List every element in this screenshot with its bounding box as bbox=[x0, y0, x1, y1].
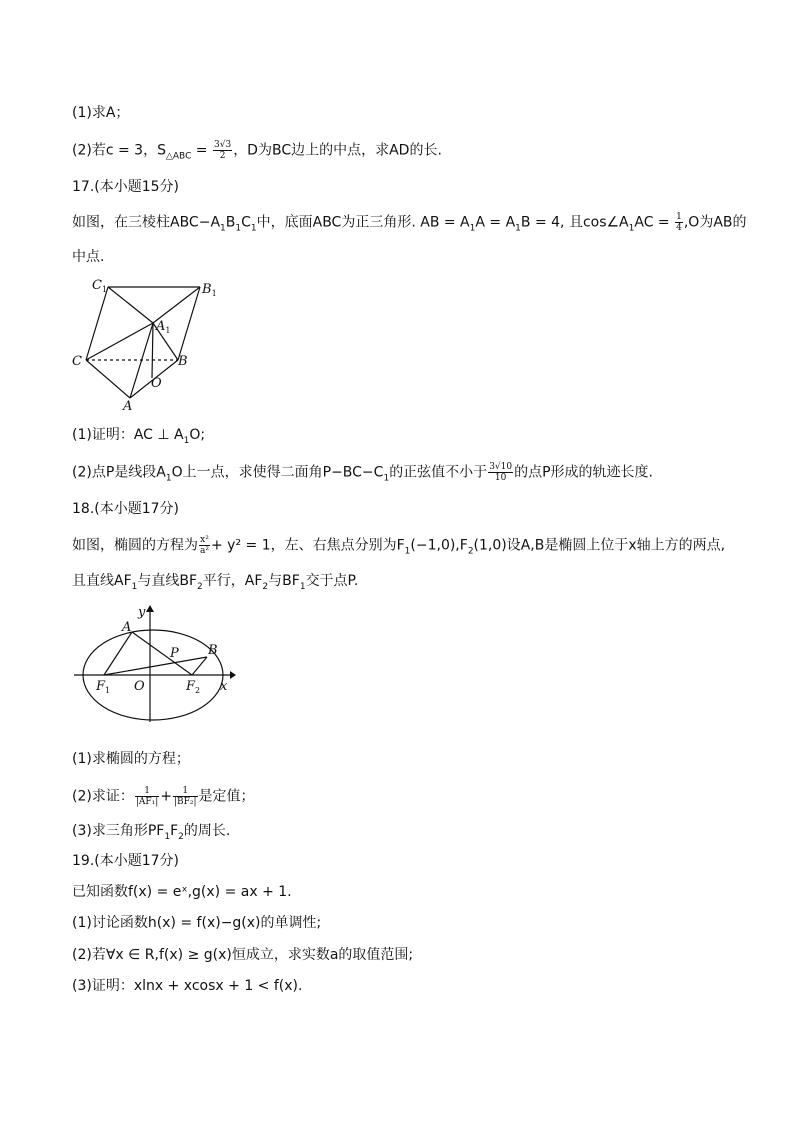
q16-part2: (2)若c = 3，$S_{\triangle ABC}$ = $\frac{3√3}{2}$ ，D为BC边上的中点，求AD的长. bbox=[72, 140, 442, 162]
label-b: B bbox=[178, 354, 188, 369]
label-o: O bbox=[134, 679, 145, 694]
q18-stem-line2: 且直线$AF_1$与直线$BF_2$平行，$AF_2$与$BF_1$交于点P. bbox=[72, 573, 359, 592]
q18-fraction-af1: $\frac{1}{\text{|AF₁|}}$ bbox=[135, 786, 159, 807]
x-axis-arrow bbox=[230, 671, 236, 679]
edge-ca bbox=[86, 360, 130, 398]
q17-heading: 17.(本小题15分) bbox=[72, 179, 180, 195]
q17-sine-fraction: $\frac{3√10}{10}$ bbox=[489, 462, 513, 483]
y-axis-arrow bbox=[146, 605, 154, 612]
q17-part1: (1)证明：AC ⊥ $A_1O$; bbox=[72, 427, 206, 446]
q18-ellipse-fraction: $\frac{\text{x²}}{\text{a²}}$ bbox=[200, 535, 209, 556]
label-b: B bbox=[208, 643, 218, 658]
q18-heading: 18.(本小题17分) bbox=[72, 501, 180, 517]
label-f2: $F_2$ bbox=[186, 679, 201, 695]
q19-part2: (2)若∀x ∈ R,f(x) ≥ g(x)恒成立，求实数a的取值范围; bbox=[72, 947, 414, 963]
ellipse-figure bbox=[70, 602, 240, 727]
line-af1 bbox=[104, 632, 132, 675]
q16-area-fraction: $\frac{3√3}{2}$ bbox=[214, 140, 232, 161]
label-o: O bbox=[151, 376, 162, 391]
q18-part3: (3)求三角形$PF_1F_2$的周长. bbox=[72, 823, 231, 842]
label-a1: $A_1$ bbox=[156, 319, 171, 335]
q17-cos-fraction: $\frac{1}{4}$ bbox=[676, 212, 682, 233]
edge-b1a1 bbox=[153, 287, 200, 323]
q19-part3: (3)证明：xlnx + xcosx + 1 < f(x). bbox=[72, 978, 303, 994]
q18-fraction-bf2: $\frac{1}{\text{|BF₂|}}$ bbox=[174, 786, 197, 807]
label-a: A bbox=[123, 399, 133, 414]
label-c: C bbox=[72, 354, 82, 369]
label-p: P bbox=[170, 646, 179, 661]
label-y: y bbox=[138, 605, 146, 620]
q17-part2: (2)点P是线段$A_1O$上一点，求使得二面角$P-BC-C_1$的正弦值不小于 $\frac{3√10}{10}$ 的点P形成的轨迹长度. bbox=[72, 462, 654, 484]
label-x: x bbox=[220, 679, 228, 694]
prism-figure bbox=[70, 275, 230, 415]
q18-part1: (1)求椭圆的方程； bbox=[72, 751, 190, 767]
label-c1: $C_1$ bbox=[92, 278, 108, 294]
q16-part1: (1)求A； bbox=[72, 105, 130, 121]
q19-part1: (1)讨论函数h(x) = f(x)−g(x)的单调性; bbox=[72, 915, 322, 931]
q19-stem: 已知函数f(x) = eˣ,g(x) = ax + 1. bbox=[72, 884, 292, 900]
q17-stem-line2: 中点. bbox=[72, 249, 105, 265]
q17-stem: 如图，在三棱柱$ABC-A_1B_1C_1$中，底面ABC为正三角形. AB = $A_1A = A_1B = 4$, 且$\cos\angle A_1AC$ = $\frac{1}{4}$ ,O为AB的 bbox=[72, 212, 747, 234]
edge-b1b bbox=[178, 287, 200, 360]
edge-c1a1 bbox=[108, 287, 153, 323]
label-b1: $B_1$ bbox=[202, 282, 217, 298]
edge-a1o bbox=[152, 323, 153, 378]
q18-stem: 如图，椭圆的方程为 $\frac{\text{x²}}{\text{a²}}$ + y² = 1，左、右焦点分别为$F_1(-1,0),F_2(1,0)$设A,B是椭圆上位于x轴上方的两点, bbox=[72, 535, 726, 557]
q19-heading: 19.(本小题17分) bbox=[72, 853, 180, 869]
label-f1: $F_1$ bbox=[96, 679, 111, 695]
line-bf1 bbox=[104, 657, 207, 675]
label-a: A bbox=[122, 620, 132, 635]
q18-part2: (2)求证： $\frac{1}{\text{|AF₁|}}$ + $\frac{1}{\text{|BF₂|}}$ 是定值； bbox=[72, 786, 255, 807]
